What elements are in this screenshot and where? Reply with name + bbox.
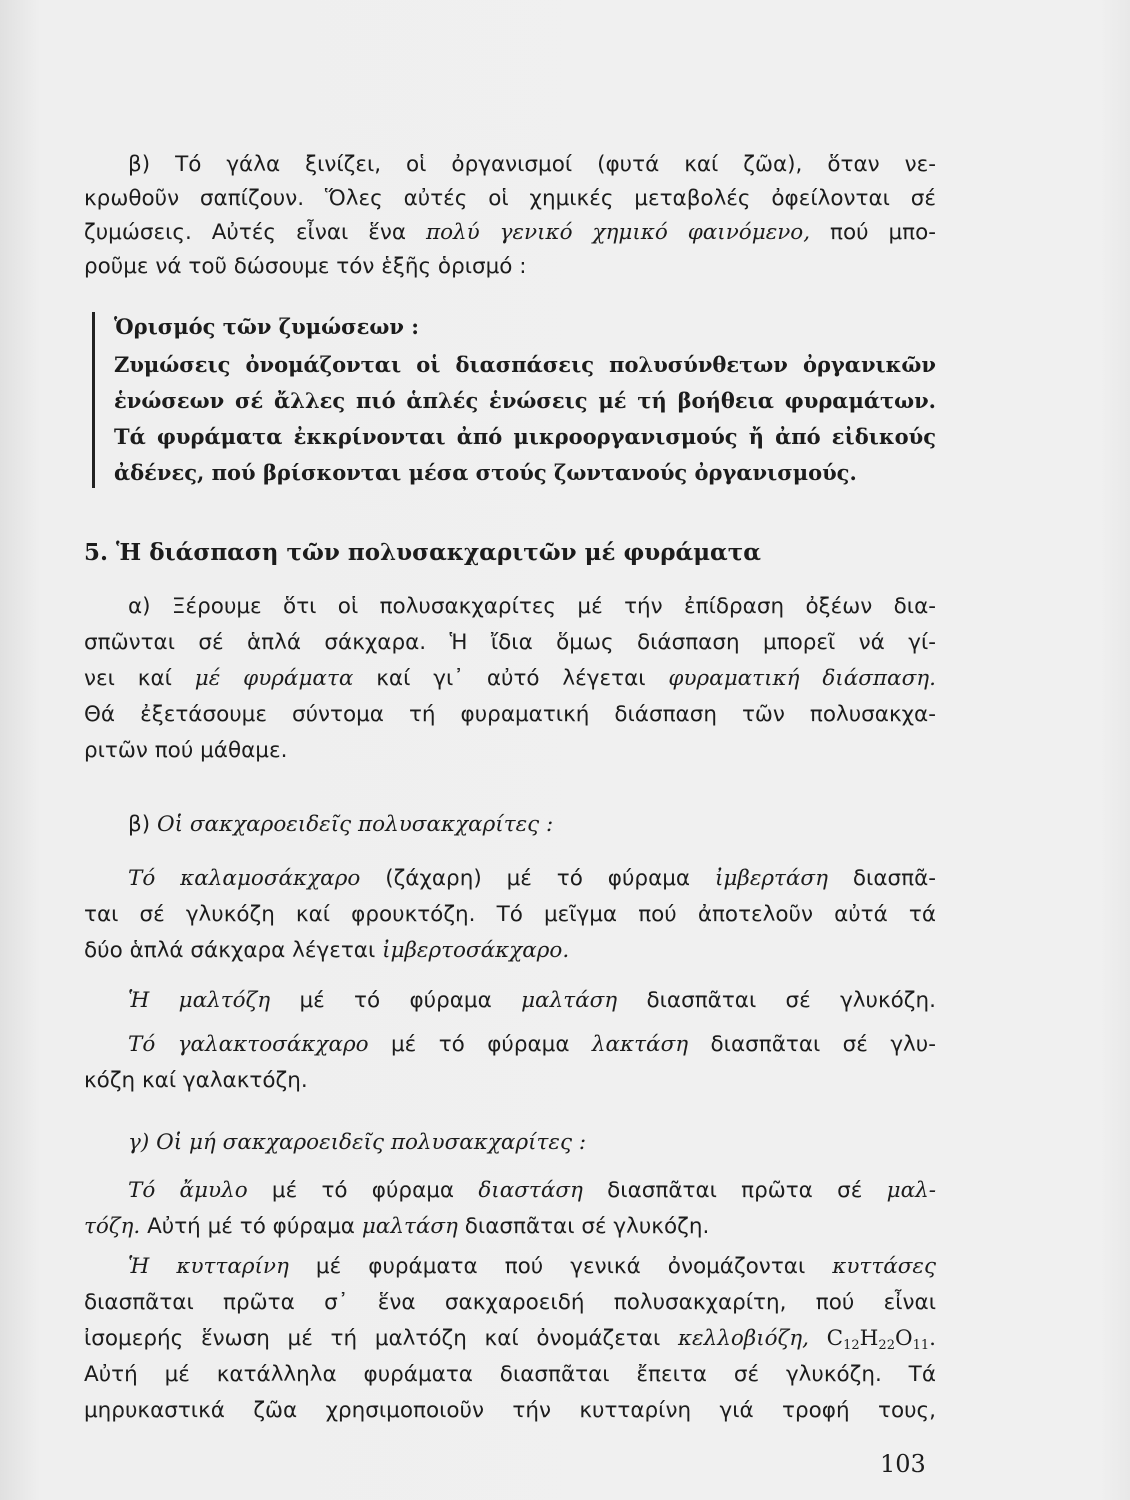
para-c1-maltose-part: μαλ- xyxy=(886,1178,936,1203)
formula-o-count: 11 xyxy=(912,1338,930,1353)
intro-line-2: κρωθοῦν σαπίζουν. Ὅλες αὐτές οἱ χημικές μεταβολές ὀφείλονται σέ xyxy=(84,186,936,211)
para-b2-enzyme: μαλτάση xyxy=(521,988,618,1013)
para-c2-line-2: διασπᾶται πρῶτα σ᾽ ἕνα σακχαροειδή πολυσακχαρίτη, πού εἶναι xyxy=(84,1290,936,1315)
para-c1-enzyme-2: μαλτάση xyxy=(361,1214,458,1239)
para-c-title: γ) Οἱ μή σακχαροειδεῖς πολυσακχαρίτες : xyxy=(128,1130,587,1155)
para-b-label: β) xyxy=(128,812,151,837)
para-c1-end: διασπᾶται πρῶτα σέ xyxy=(607,1178,863,1203)
para-a-line-3 xyxy=(84,664,936,694)
para-b1-line-1-end: διασπᾶ- xyxy=(852,866,936,891)
para-b1-line-1-middle: (ζάχαρη) μέ τό φύραμα xyxy=(385,866,691,891)
para-c1-line-2 xyxy=(84,1212,936,1242)
para-c2-line-1 xyxy=(128,1252,936,1282)
para-a-line-5: ριτῶν πού μάθαμε. xyxy=(84,738,288,763)
para-a-line-3-start: νει καί xyxy=(84,666,172,691)
para-c1-enzyme: διαστάση xyxy=(478,1178,583,1203)
definition-title: Ὁρισμός τῶν ζυμώσεων : xyxy=(114,314,419,339)
definition-line-2: ἑνώσεων σέ ἄλλες πιό ἁπλές ἑνώσεις μέ τή βοήθεια φυραμάτων. xyxy=(114,388,936,413)
para-a-line-4: Θά ἐξετάσουμε σύντομα τή φυραματική διάσπαση τῶν πολυσακχα- xyxy=(84,702,936,727)
para-c2-term: Ἡ κυτταρίνη xyxy=(128,1254,289,1279)
formula-h: H xyxy=(859,1326,879,1351)
section-heading: 5. Ἡ διάσπαση τῶν πολυσακχαριτῶν μέ φυράματα xyxy=(84,539,761,566)
para-c1-term: Τό ἄμυλο xyxy=(128,1178,248,1203)
page-number: 103 xyxy=(880,1450,926,1478)
formula-c: C xyxy=(826,1326,844,1351)
para-b3-end: διασπᾶται σέ γλυ- xyxy=(710,1032,936,1057)
para-c2-line-4: Αὐτή μέ κατάλληλα φυράματα διασπᾶται ἔπειτα σέ γλυκόζη. Τά xyxy=(84,1362,936,1387)
para-b3-line-2: κόζη καί γαλακτόζη. xyxy=(84,1068,308,1093)
para-b1-enzyme: ἰμβερτάση xyxy=(715,866,828,891)
para-b1-term: Τό καλαμοσάκχαρο xyxy=(128,866,361,891)
formula-c-count: 12 xyxy=(843,1338,860,1353)
para-c1-maltose-end: τόζη. xyxy=(84,1214,141,1239)
para-b1-line-3 xyxy=(84,936,936,966)
para-a-emphasis-1: μέ φυράματα xyxy=(194,666,354,691)
para-b3-middle: μέ τό φύραμα xyxy=(390,1032,570,1057)
para-c2-line-3 xyxy=(84,1324,936,1354)
formula xyxy=(827,1326,936,1351)
para-b3-term: Τό γαλακτοσάκχαρο xyxy=(128,1032,369,1057)
para-c1-line-1 xyxy=(128,1176,936,1206)
para-c2-line-3-start: ἰσομερής ἕνωση μέ τή μαλτόζη καί ὀνομάζεται xyxy=(84,1326,661,1351)
intro-emphasis: πολύ γενικό χημικό φαινόμενο, xyxy=(425,220,811,245)
para-b2-term: Ἡ μαλτόζη xyxy=(128,988,271,1013)
para-b3-enzyme: λακτάση xyxy=(591,1032,689,1057)
para-b-title-text: Οἱ σακχαροειδεῖς πολυσακχαρίτες : xyxy=(156,812,554,837)
para-c2-middle: μέ φυράματα πού γενικά ὀνομάζονται xyxy=(315,1254,806,1279)
intro-line-1: β) Τό γάλα ξινίζει, οἱ ὀργανισμοί (φυτά καί ζῶα), ὅταν νε- xyxy=(128,152,936,177)
intro-line-3-end: πού μπο- xyxy=(830,220,936,245)
para-b2-middle: μέ τό φύραμα xyxy=(299,988,492,1013)
para-b2-end: διασπᾶται σέ γλυκόζη. xyxy=(646,988,936,1013)
para-b3-line-1 xyxy=(128,1030,936,1060)
para-c2-enzymes: κυττάσες xyxy=(832,1254,936,1279)
para-a-line-3-middle: καί γι᾽ αὐτό λέγεται xyxy=(376,666,646,691)
intro-line-3 xyxy=(84,218,936,248)
formula-end: . xyxy=(929,1326,936,1351)
para-b1-line-2: ται σέ γλυκόζη καί φρουκτόζη. Τό μεῖγμα πού ἀποτελοῦν αὐτά τά xyxy=(84,902,936,927)
para-c1-middle: μέ τό φύραμα xyxy=(271,1178,455,1203)
para-c1-line-2-end: διασπᾶται σέ γλυκόζη. xyxy=(464,1214,710,1239)
para-b2-line xyxy=(128,986,936,1016)
para-c2-cellobiose: κελλοβιόζη, xyxy=(677,1326,809,1351)
intro-line-4: ροῦμε νά τοῦ δώσουμε τόν ἑξῆς ὁρισμό : xyxy=(84,254,527,279)
formula-o: O xyxy=(894,1326,913,1351)
para-b1-line-1 xyxy=(128,864,936,894)
para-c1-line-2-middle: Αὐτή μέ τό φύραμα xyxy=(147,1214,355,1239)
para-b1-invert-sugar: ἰμβερτοσάκχαρο. xyxy=(382,938,570,963)
formula-h-count: 22 xyxy=(878,1338,895,1353)
definition-line-1: Ζυμώσεις ὀνομάζονται οἱ διασπάσεις πολυσύνθετων ὀργανικῶν xyxy=(114,352,936,377)
para-b1-line-3-start: δύο ἁπλά σάκχαρα λέγεται xyxy=(84,938,376,963)
definition-line-4: ἀδένες, πού βρίσκονται μέσα στούς ζωντανούς ὀργανισμούς. xyxy=(114,460,857,485)
definition-line-3: Τά φυράματα ἐκκρίνονται ἀπό μικροοργανισμούς ἤ ἀπό εἰδικούς xyxy=(114,424,936,449)
para-b-title xyxy=(128,810,936,840)
para-a-line-1: α) Ξέρουμε ὅτι οἱ πολυσακχαρίτες μέ τήν ἐπίδραση ὀξέων δια- xyxy=(128,594,936,619)
para-a-emphasis-2: φυραματική διάσπαση. xyxy=(668,666,936,691)
intro-line-3-start: ζυμώσεις. Αὐτές εἶναι ἕνα xyxy=(84,220,407,245)
definition-bar xyxy=(92,312,95,488)
para-a-line-2: σπῶνται σέ ἁπλά σάκχαρα. Ἡ ἴδια ὅμως διάσπαση μπορεῖ νά γί- xyxy=(84,630,936,655)
para-c2-line-5: μηρυκαστικά ζῶα χρησιμοποιοῦν τήν κυτταρίνη γιά τροφή τους, xyxy=(84,1398,936,1423)
